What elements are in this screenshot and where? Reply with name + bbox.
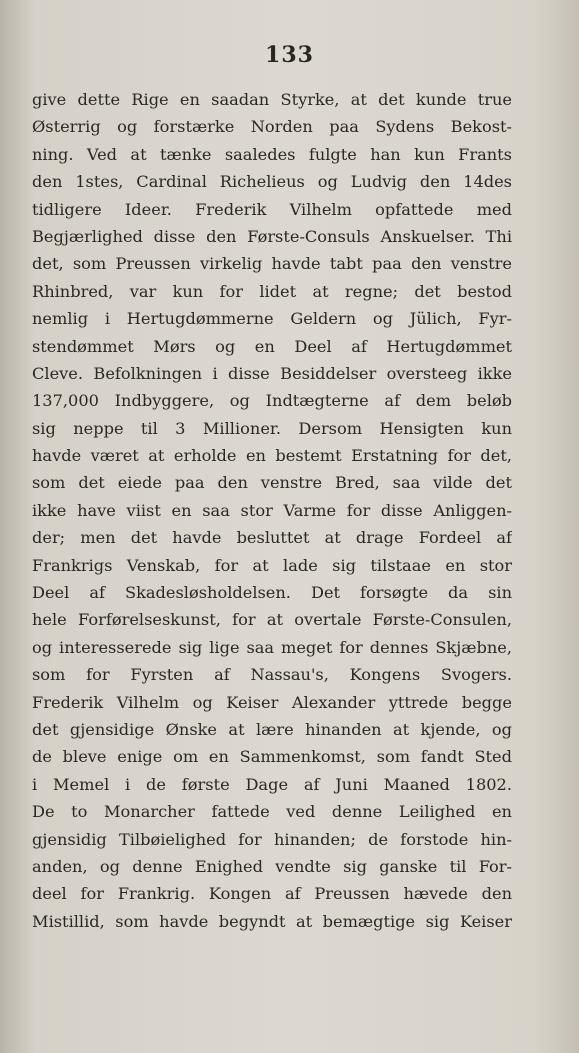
text-line: den 1stes, Cardinal Richelieus og Ludvig den 14des bbox=[32, 172, 512, 192]
text-line: Deel af Skadesløsholdelsen. Det forsøgte da sin bbox=[32, 583, 512, 603]
text-line: Rhinbred, var kun for lidet at regne; det bestod bbox=[32, 281, 512, 301]
body-text bbox=[32, 86, 512, 935]
text-line: De to Monarcher fattede ved denne Leilighed en bbox=[32, 802, 512, 822]
text-line: gjensidig Tilbøielighed for hinanden; de forstode hin- bbox=[32, 829, 512, 849]
text-line: Begjærlighed disse den Første-Consuls Anskuelser. Thi bbox=[32, 226, 512, 246]
text-line: som det eiede paa den venstre Bred, saa vilde det bbox=[32, 473, 512, 493]
text-line: 137,000 Indbyggere, og Indtægterne af dem beløb bbox=[32, 391, 512, 411]
text-line: tidligere Ideer. Frederik Vilhelm opfattede med bbox=[32, 199, 512, 219]
text-line: nemlig i Hertugdømmerne Geldern og Jülich, Fyr- bbox=[32, 309, 512, 329]
text-line: og interesserede sig lige saa meget for dennes Skjæbne, bbox=[32, 637, 512, 657]
text-line: Mistillid, som havde begyndt at bemægtige sig Keiser bbox=[32, 911, 512, 931]
text-line: Frederik Vilhelm og Keiser Alexander yttrede begge bbox=[32, 692, 512, 712]
text-line: som for Fyrsten af Nassau's, Kongens Svogers. bbox=[32, 665, 512, 685]
text-line: havde været at erholde en bestemt Erstatning for det, bbox=[32, 446, 512, 466]
text-line: det gjensidige Ønske at lære hinanden at kjende, og bbox=[32, 719, 512, 739]
text-line: deel for Frankrig. Kongen af Preussen hævede den bbox=[32, 884, 512, 904]
text-line: Østerrig og forstærke Norden paa Sydens Bekost- bbox=[32, 117, 512, 137]
text-line: sig neppe til 3 Millioner. Dersom Hensigten kun bbox=[32, 418, 512, 438]
text-line: i Memel i de første Dage af Juni Maaned 1802. bbox=[32, 774, 512, 794]
text-line: anden, og denne Enighed vendte sig ganske til For- bbox=[32, 856, 512, 876]
text-line: hele Forførelseskunst, for at overtale Første-Consulen, bbox=[32, 610, 512, 630]
text-line: der; men det havde besluttet at drage Fordeel af bbox=[32, 528, 512, 548]
text-line: ning. Ved at tænke saaledes fulgte han kun Frants bbox=[32, 144, 512, 164]
text-line: give dette Rige en saadan Styrke, at det kunde true bbox=[32, 90, 512, 109]
text-line: det, som Preussen virkelig havde tabt paa den venstre bbox=[32, 254, 512, 274]
text-line: de bleve enige om en Sammenkomst, som fandt Sted bbox=[32, 747, 512, 767]
text-line: stendømmet Mørs og en Deel af Hertugdømmet bbox=[32, 336, 512, 356]
page-number: 133 bbox=[265, 42, 314, 68]
text-line: Cleve. Befolkningen i disse Besiddelser oversteeg ikke bbox=[32, 363, 512, 383]
text-line: Frankrigs Venskab, for at lade sig tilstaae en stor bbox=[32, 555, 512, 575]
text-line: ikke have viist en saa stor Varme for disse Anliggen- bbox=[32, 500, 512, 520]
